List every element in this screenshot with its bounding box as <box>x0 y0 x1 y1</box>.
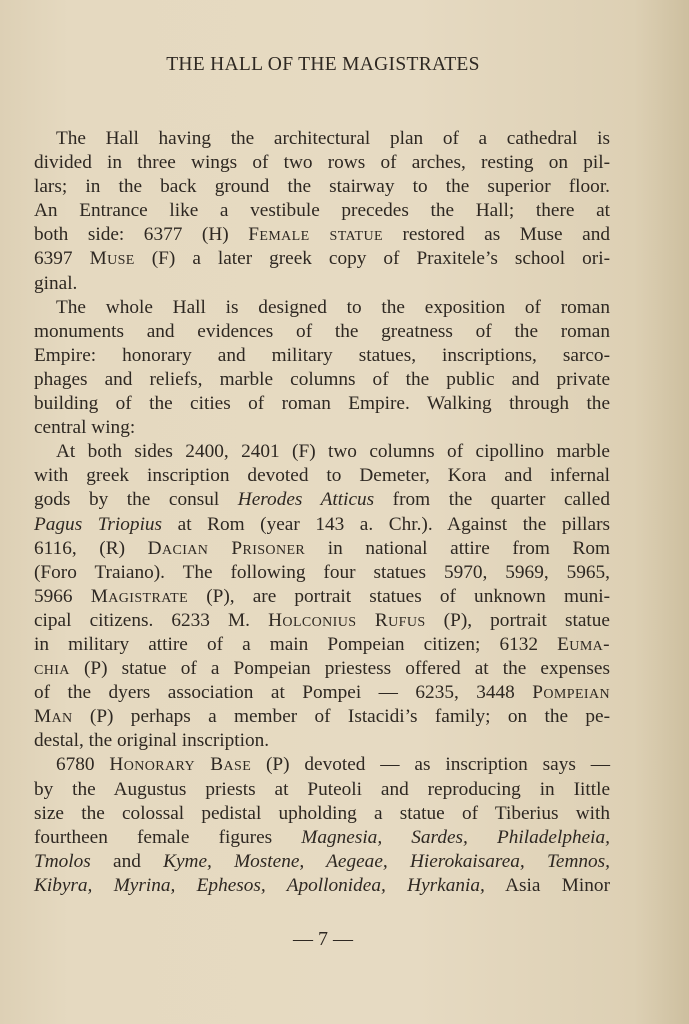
text-segment: At both sides 2400, 2401 (F) two columns of cipollino marble <box>56 441 610 463</box>
text-segment: by the Augustus priests at Puteoli and reproducing in Iittle <box>34 778 610 800</box>
small-caps-term: Female statue <box>248 224 383 246</box>
text-line <box>34 368 610 392</box>
small-caps-term: Pompeian <box>532 682 610 704</box>
small-caps-term: Muse <box>89 248 135 270</box>
text-segment: building of the cities of roman Empire. Walking through the <box>34 393 610 415</box>
text-line <box>34 223 610 247</box>
small-caps-term: Man <box>34 706 73 728</box>
text-line <box>34 657 610 681</box>
page-number: — 7 — <box>293 928 353 950</box>
text-segment: (P), portrait statue <box>425 609 610 631</box>
text-line <box>34 175 610 199</box>
text-segment: ginal. <box>34 272 78 294</box>
text-segment: lars; in the back ground the stairway to the superior floor. <box>34 176 610 198</box>
italic-term: Kibyra, Myrina, Ephesos, Apollonidea, Hyrkania, <box>34 874 485 896</box>
text-segment: size the colossal pedistal upholding a statue of Tiberius with <box>34 802 610 824</box>
text-segment: Empire: honorary and military statues, inscriptions, sarco- <box>34 344 610 366</box>
text-segment: of the dyers association at Pompei — 6235, 3448 <box>34 682 533 704</box>
text-segment: The whole Hall is designed to the exposition of roman <box>56 296 610 318</box>
text-segment: (Foro Traiano). The following four statues 5970, 5969, 5965, <box>34 561 610 583</box>
text-segment: The Hall having the architectural plan of a cathedral is <box>56 128 610 149</box>
text-segment: with greek inscription devoted to Demeter, Kora and infernal <box>34 465 610 487</box>
text-segment: 6780 <box>56 754 110 776</box>
italic-term: Magnesia, Sardes, Philadelpheia, <box>301 826 610 848</box>
text-line <box>34 778 610 802</box>
text-segment: in national attire from Rom <box>305 537 611 559</box>
text-segment: and <box>90 850 164 872</box>
text-segment: divided in three wings of two rows of arches, resting on pil- <box>34 152 610 174</box>
italic-term: Kyme, Mostene, Aegeae, Hierokaisarea, Temnos, <box>163 850 610 872</box>
text-segment: An Entrance like a vestibule precedes the Hall; there at <box>34 200 610 222</box>
text-line <box>34 247 610 271</box>
small-caps-term: chia <box>34 658 70 680</box>
text-segment: at Rom (year 143 a. Chr.). Against the pillars <box>162 513 611 535</box>
text-line <box>34 537 610 561</box>
text-line <box>34 753 610 777</box>
text-segment: gods by the consul <box>34 489 238 511</box>
text-segment: 6116, (R) <box>34 537 148 559</box>
text-segment: cipal citizens. 6233 M. <box>34 609 269 631</box>
text-segment: (P) devoted — as inscription says — <box>251 754 610 776</box>
text-line <box>34 561 610 585</box>
text-line <box>34 609 610 633</box>
italic-term: Herodes Atticus <box>237 489 375 511</box>
text-line <box>34 513 610 537</box>
text-line <box>34 464 610 488</box>
text-line <box>34 127 610 151</box>
text-line <box>34 296 610 320</box>
italic-term: Tmolos <box>34 850 91 872</box>
text-segment: in military attire of a main Pompeian citizen; 6132 <box>34 633 558 655</box>
text-segment: (P) statue of a Pompeian priestess offered at the expenses <box>69 658 610 680</box>
text-line <box>34 199 610 223</box>
text-line <box>34 392 610 416</box>
text-segment: monuments and evidences of the greatness of the roman <box>34 320 610 342</box>
text-line <box>34 416 610 440</box>
text-line <box>34 272 610 296</box>
text-line <box>34 874 610 898</box>
text-segment: restored as Muse and <box>382 224 610 246</box>
text-segment: from the quarter called <box>374 489 610 511</box>
small-caps-term: Dacian Prisoner <box>147 537 306 559</box>
text-segment: central wing: <box>34 417 136 439</box>
text-segment: (P), are portrait statues of unknown muni- <box>188 585 611 607</box>
text-line <box>34 633 610 657</box>
text-line <box>34 344 610 368</box>
text-line <box>34 802 610 826</box>
text-segment: fourtheen female figures <box>34 826 302 848</box>
text-segment: phages and reliefs, marble columns of the public and private <box>34 368 610 390</box>
small-caps-term: Euma- <box>557 633 610 655</box>
text-line <box>34 320 610 344</box>
text-line <box>34 488 610 512</box>
text-segment: (P) perhaps a member of Istacidi’s family; on the pe- <box>72 706 610 728</box>
text-line <box>34 850 610 874</box>
text-line <box>34 440 610 464</box>
text-segment: 5966 <box>34 585 91 607</box>
text-line <box>34 585 610 609</box>
text-line <box>34 705 610 729</box>
text-segment: Asia Minor <box>484 874 610 896</box>
small-caps-term: Holconius Rufus <box>268 609 426 631</box>
text-segment: both side: 6377 (H) <box>34 224 249 246</box>
text-segment: 6397 <box>34 248 90 270</box>
text-line <box>34 729 610 753</box>
small-caps-term: Honorary Base <box>109 754 252 776</box>
page-title: THE HALL OF THE MAGISTRATES <box>166 54 480 75</box>
text-line <box>34 681 610 705</box>
small-caps-term: Magistrate <box>90 585 189 607</box>
text-segment: (F) a later greek copy of Praxitele’s school ori- <box>134 248 610 270</box>
text-line <box>34 826 610 850</box>
body-text <box>34 127 610 898</box>
text-segment: destal, the original inscription. <box>34 730 270 752</box>
text-line <box>34 151 610 175</box>
italic-term: Pagus Triopius <box>34 513 163 535</box>
